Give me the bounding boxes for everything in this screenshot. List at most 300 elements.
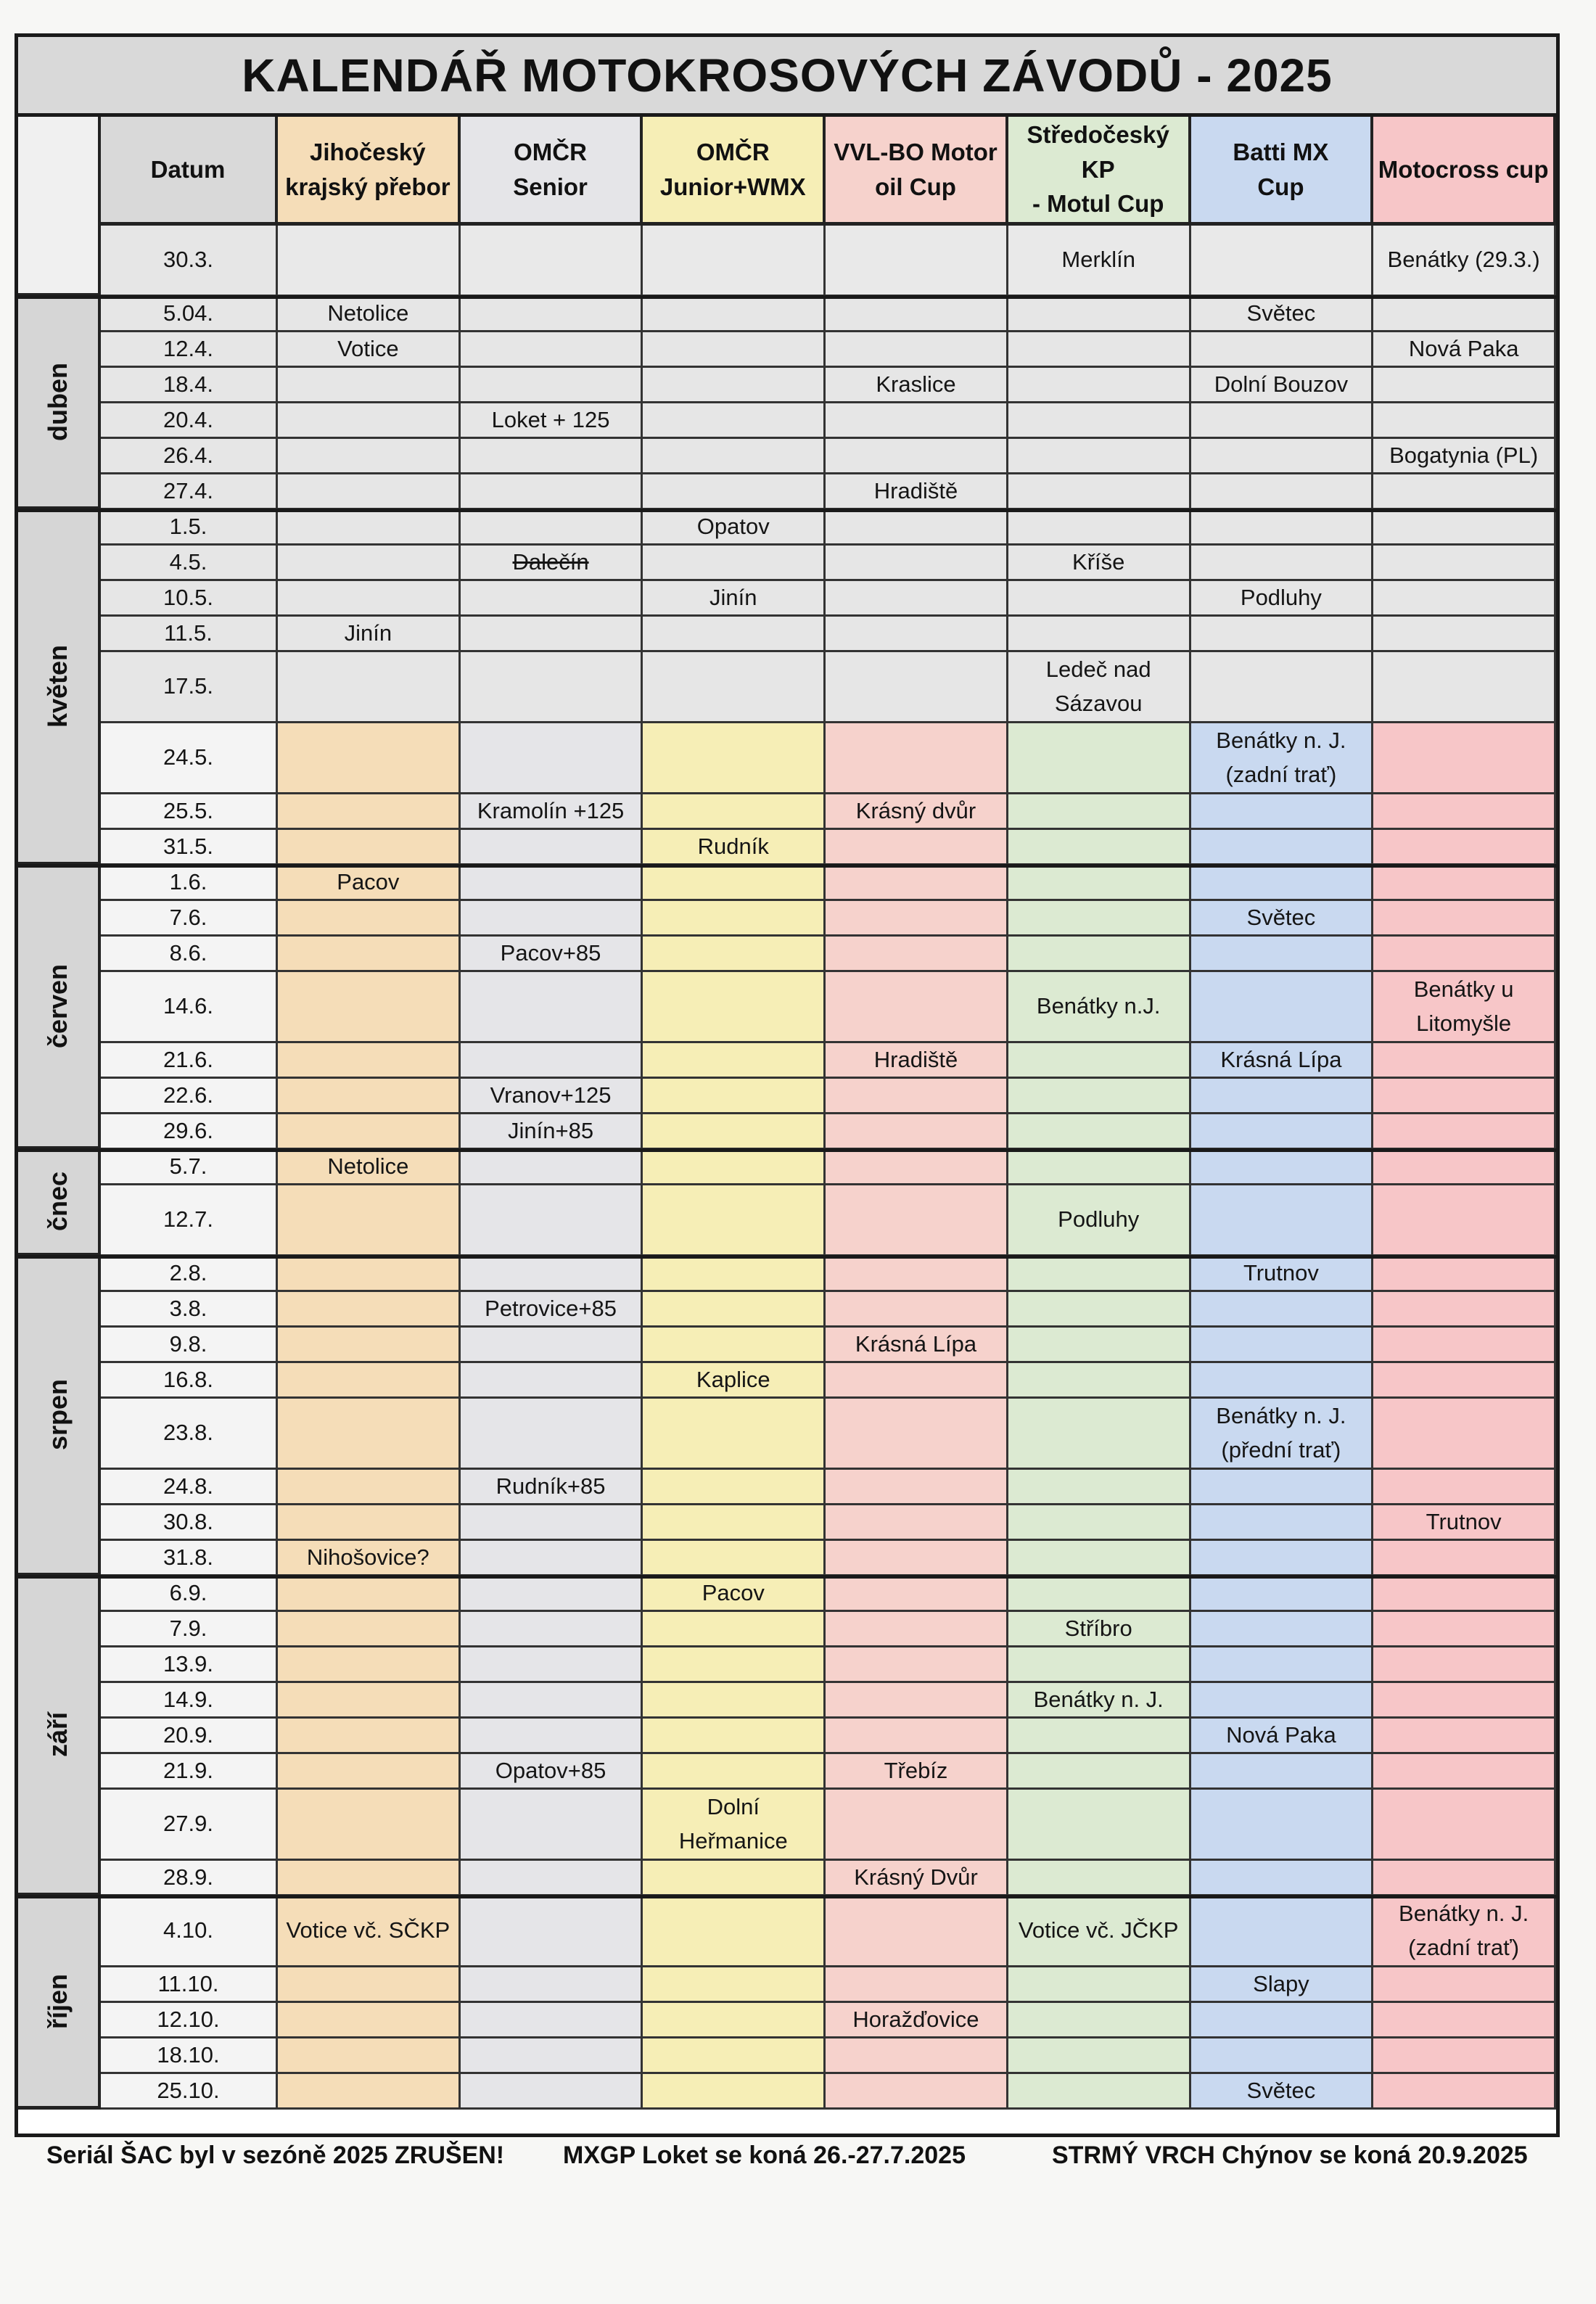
event-cell-sc: [1008, 830, 1191, 865]
event-cell-sc: [1008, 937, 1191, 972]
event-cell-oj: [643, 617, 826, 652]
month-label-říjen: [18, 1896, 101, 2110]
event-cell-oj: [643, 1967, 826, 2003]
event-cell-sc: [1008, 1470, 1191, 1505]
event-cell-sc: [1008, 1363, 1191, 1399]
event-cell-vvl: [826, 1114, 1008, 1150]
event-cell-bt: [1191, 1505, 1374, 1541]
event-cell-os: [461, 1790, 643, 1861]
event-cell-oj: [643, 1292, 826, 1328]
month-text: srpen: [42, 1378, 73, 1451]
event-cell-bt: [1191, 1683, 1374, 1719]
event-cell-oj: [643, 1150, 826, 1185]
event-cell-oj: [643, 332, 826, 368]
event-cell-sc: Ledeč nad Sázavou: [1008, 652, 1191, 723]
event-cell-sc: Kříše: [1008, 546, 1191, 581]
event-cell-jc: [278, 439, 461, 474]
event-cell-vvl: [826, 297, 1008, 332]
month-separator: [18, 864, 1556, 868]
event-cell-bt: [1191, 332, 1374, 368]
event-cell-jc: [278, 1861, 461, 1896]
event-cell-os: Rudník+85: [461, 1470, 643, 1505]
event-cell-oj: [643, 901, 826, 937]
date-cell: 1.5.: [101, 510, 278, 546]
month-label-srpen: [18, 1256, 101, 1576]
event-cell-bt: [1191, 1861, 1374, 1896]
event-cell-oj: [643, 794, 826, 830]
event-cell-bt: Benátky n. J. (zadní trať): [1191, 723, 1374, 794]
event-cell-jc: [278, 1256, 461, 1292]
event-cell-os: [461, 865, 643, 901]
date-cell: 31.8.: [101, 1541, 278, 1576]
event-cell-jc: [278, 474, 461, 510]
event-cell-vvl: [826, 652, 1008, 723]
event-cell-vvl: [826, 1079, 1008, 1114]
event-cell-os: [461, 1328, 643, 1363]
event-cell-mc: Bogatynia (PL): [1373, 439, 1556, 474]
event-cell-sc: [1008, 1754, 1191, 1790]
event-cell-mc: [1373, 794, 1556, 830]
event-cell-vvl: [826, 1185, 1008, 1256]
event-cell-bt: [1191, 2038, 1374, 2074]
event-cell-bt: [1191, 1292, 1374, 1328]
event-cell-os: [461, 1967, 643, 2003]
month-separator: [18, 1895, 1556, 1898]
column-header-sc: Středočeský KP - Motul Cup: [1008, 117, 1191, 226]
event-cell-jc: [278, 1079, 461, 1114]
event-cell-sc: Benátky n.J.: [1008, 972, 1191, 1043]
event-cell-oj: [643, 972, 826, 1043]
date-cell: 17.5.: [101, 652, 278, 723]
event-cell-oj: [643, 226, 826, 297]
event-cell-os: [461, 510, 643, 546]
event-cell-oj: [643, 1043, 826, 1079]
date-cell: 20.9.: [101, 1719, 278, 1754]
event-cell-os: [461, 972, 643, 1043]
event-cell-vvl: [826, 617, 1008, 652]
event-cell-bt: [1191, 617, 1374, 652]
event-cell-sc: [1008, 2038, 1191, 2074]
event-cell-vvl: [826, 1896, 1008, 1967]
event-cell-mc: [1373, 1256, 1556, 1292]
event-cell-vvl: [826, 1683, 1008, 1719]
event-cell-os: [461, 1150, 643, 1185]
event-cell-oj: Jinín: [643, 581, 826, 617]
event-cell-oj: [643, 368, 826, 403]
event-cell-sc: [1008, 1790, 1191, 1861]
event-cell-jc: [278, 1185, 461, 1256]
event-cell-oj: [643, 1683, 826, 1719]
event-cell-jc: [278, 794, 461, 830]
event-cell-bt: [1191, 2003, 1374, 2038]
event-cell-mc: Benátky n. J. (zadní trať): [1373, 1896, 1556, 1967]
event-cell-vvl: [826, 830, 1008, 865]
event-cell-bt: Světec: [1191, 2074, 1374, 2110]
event-cell-oj: [643, 1399, 826, 1470]
event-cell-vvl: [826, 1967, 1008, 2003]
date-cell: 25.10.: [101, 2074, 278, 2110]
event-cell-os: Vranov+125: [461, 1079, 643, 1114]
event-cell-vvl: Krásný dvůr: [826, 794, 1008, 830]
event-cell-sc: [1008, 403, 1191, 439]
event-cell-jc: [278, 1967, 461, 2003]
date-cell: 9.8.: [101, 1328, 278, 1363]
event-cell-oj: [643, 1861, 826, 1896]
event-cell-sc: [1008, 1967, 1191, 2003]
month-separator: [18, 1575, 1556, 1579]
event-cell-oj: [643, 2074, 826, 2110]
event-cell-mc: [1373, 2074, 1556, 2110]
date-cell: 5.04.: [101, 297, 278, 332]
month-text: květen: [43, 644, 73, 728]
event-cell-oj: Kaplice: [643, 1363, 826, 1399]
event-cell-os: [461, 1647, 643, 1683]
month-text: červen: [43, 963, 73, 1048]
event-cell-mc: [1373, 865, 1556, 901]
event-cell-os: [461, 1719, 643, 1754]
event-cell-jc: [278, 1328, 461, 1363]
event-cell-bt: [1191, 865, 1374, 901]
event-cell-bt: [1191, 226, 1374, 297]
date-cell: 12.4.: [101, 332, 278, 368]
event-cell-vvl: [826, 439, 1008, 474]
event-cell-vvl: Krásný Dvůr: [826, 1861, 1008, 1896]
date-cell: 18.10.: [101, 2038, 278, 2074]
event-cell-vvl: [826, 2074, 1008, 2110]
event-cell-sc: [1008, 439, 1191, 474]
event-cell-vvl: [826, 1256, 1008, 1292]
event-cell-mc: [1373, 1292, 1556, 1328]
date-cell: 23.8.: [101, 1399, 278, 1470]
event-cell-bt: [1191, 1576, 1374, 1612]
event-cell-os: [461, 652, 643, 723]
event-cell-os: [461, 368, 643, 403]
event-cell-jc: [278, 830, 461, 865]
column-header-os: OMČR Senior: [461, 117, 643, 226]
event-cell-sc: [1008, 1861, 1191, 1896]
event-cell-sc: [1008, 1399, 1191, 1470]
event-cell-os: [461, 332, 643, 368]
event-cell-bt: [1191, 474, 1374, 510]
event-cell-oj: [643, 1256, 826, 1292]
event-cell-oj: [643, 1079, 826, 1114]
event-cell-oj: Opatov: [643, 510, 826, 546]
event-cell-vvl: [826, 937, 1008, 972]
event-cell-sc: [1008, 332, 1191, 368]
event-cell-vvl: Horažďovice: [826, 2003, 1008, 2038]
event-cell-bt: [1191, 1150, 1374, 1185]
event-cell-vvl: [826, 403, 1008, 439]
event-cell-bt: [1191, 1328, 1374, 1363]
event-cell-jc: [278, 226, 461, 297]
month-separator: [18, 295, 1556, 299]
event-cell-os: [461, 1505, 643, 1541]
event-cell-bt: [1191, 546, 1374, 581]
event-cell-mc: [1373, 1399, 1556, 1470]
event-cell-oj: [643, 1505, 826, 1541]
event-cell-oj: [643, 1719, 826, 1754]
date-cell: 12.7.: [101, 1185, 278, 1256]
event-cell-bt: [1191, 1114, 1374, 1150]
event-cell-jc: [278, 1576, 461, 1612]
event-cell-os: [461, 617, 643, 652]
footer-note-sac: Seriál ŠAC byl v sezóně 2025 ZRUŠEN!: [46, 2142, 505, 2169]
event-cell-mc: [1373, 937, 1556, 972]
event-cell-sc: [1008, 794, 1191, 830]
event-cell-oj: [643, 297, 826, 332]
event-cell-bt: [1191, 1363, 1374, 1399]
event-cell-jc: [278, 937, 461, 972]
event-cell-sc: [1008, 368, 1191, 403]
event-cell-vvl: [826, 1790, 1008, 1861]
date-cell: 1.6.: [101, 865, 278, 901]
month-text: čnec: [43, 1171, 73, 1232]
event-cell-vvl: [826, 1541, 1008, 1576]
event-cell-mc: [1373, 368, 1556, 403]
event-cell-vvl: Třebíz: [826, 1754, 1008, 1790]
date-cell: 30.8.: [101, 1505, 278, 1541]
date-cell: 21.9.: [101, 1754, 278, 1790]
date-cell: 21.6.: [101, 1043, 278, 1079]
footer-note-chynov: STRMÝ VRCH Chýnov se koná 20.9.2025: [1052, 2142, 1528, 2169]
event-cell-mc: [1373, 1576, 1556, 1612]
event-cell-sc: [1008, 1114, 1191, 1150]
event-cell-jc: [278, 1470, 461, 1505]
event-cell-jc: [278, 1719, 461, 1754]
event-cell-vvl: [826, 1292, 1008, 1328]
event-cell-mc: [1373, 297, 1556, 332]
event-cell-jc: [278, 546, 461, 581]
event-cell-jc: [278, 510, 461, 546]
event-cell-bt: [1191, 403, 1374, 439]
event-cell-vvl: [826, 1150, 1008, 1185]
date-cell: 29.6.: [101, 1114, 278, 1150]
event-cell-bt: [1191, 794, 1374, 830]
event-cell-os: [461, 1363, 643, 1399]
event-cell-mc: [1373, 2038, 1556, 2074]
event-cell-os: Dalečín: [461, 546, 643, 581]
event-cell-sc: [1008, 723, 1191, 794]
event-cell-jc: Pacov: [278, 865, 461, 901]
event-cell-os: [461, 581, 643, 617]
event-cell-bt: [1191, 439, 1374, 474]
date-cell: 28.9.: [101, 1861, 278, 1896]
event-cell-sc: Benátky n. J.: [1008, 1683, 1191, 1719]
event-cell-os: [461, 1256, 643, 1292]
event-cell-bt: [1191, 972, 1374, 1043]
event-cell-mc: [1373, 403, 1556, 439]
month-label-září: [18, 1576, 101, 1896]
event-cell-jc: Votice: [278, 332, 461, 368]
event-cell-jc: [278, 1363, 461, 1399]
event-cell-oj: [643, 474, 826, 510]
event-cell-mc: [1373, 1683, 1556, 1719]
date-cell: 3.8.: [101, 1292, 278, 1328]
event-cell-bt: [1191, 830, 1374, 865]
event-cell-mc: [1373, 546, 1556, 581]
event-cell-os: Jinín+85: [461, 1114, 643, 1150]
event-cell-os: [461, 2038, 643, 2074]
event-cell-sc: [1008, 865, 1191, 901]
event-cell-sc: [1008, 1256, 1191, 1292]
column-header-date: Datum: [101, 117, 278, 226]
date-cell: 4.5.: [101, 546, 278, 581]
date-cell: 5.7.: [101, 1150, 278, 1185]
event-cell-mc: [1373, 1079, 1556, 1114]
date-cell: 7.6.: [101, 901, 278, 937]
event-cell-mc: [1373, 1612, 1556, 1647]
date-cell: 31.5.: [101, 830, 278, 865]
event-cell-sc: [1008, 901, 1191, 937]
event-cell-bt: Světec: [1191, 297, 1374, 332]
event-cell-bt: Nová Paka: [1191, 1719, 1374, 1754]
date-cell: 27.4.: [101, 474, 278, 510]
event-cell-jc: [278, 901, 461, 937]
date-cell: 16.8.: [101, 1363, 278, 1399]
event-cell-oj: Rudník: [643, 830, 826, 865]
month-separator: [18, 1255, 1556, 1259]
event-cell-mc: [1373, 1719, 1556, 1754]
event-cell-bt: [1191, 510, 1374, 546]
event-cell-mc: [1373, 1328, 1556, 1363]
event-cell-os: [461, 2003, 643, 2038]
date-cell: 24.5.: [101, 723, 278, 794]
event-cell-sc: [1008, 1292, 1191, 1328]
month-label-červen: [18, 865, 101, 1150]
event-cell-vvl: [826, 1612, 1008, 1647]
event-cell-sc: Podluhy: [1008, 1185, 1191, 1256]
event-cell-jc: [278, 723, 461, 794]
event-cell-os: [461, 439, 643, 474]
event-cell-sc: [1008, 2003, 1191, 2038]
date-cell: 24.8.: [101, 1470, 278, 1505]
event-cell-sc: [1008, 1647, 1191, 1683]
event-cell-oj: Pacov: [643, 1576, 826, 1612]
event-cell-os: [461, 1861, 643, 1896]
event-cell-oj: [643, 865, 826, 901]
event-cell-os: [461, 1896, 643, 1967]
event-cell-sc: [1008, 581, 1191, 617]
event-cell-os: [461, 1612, 643, 1647]
event-cell-os: Kramolín +125: [461, 794, 643, 830]
event-cell-os: [461, 830, 643, 865]
event-cell-mc: [1373, 1185, 1556, 1256]
event-cell-mc: [1373, 1043, 1556, 1079]
event-cell-os: [461, 723, 643, 794]
event-cell-oj: [643, 1754, 826, 1790]
event-cell-os: Pacov+85: [461, 937, 643, 972]
event-cell-sc: [1008, 1043, 1191, 1079]
event-cell-os: Loket + 125: [461, 403, 643, 439]
event-cell-vvl: [826, 1470, 1008, 1505]
event-cell-oj: [643, 439, 826, 474]
event-cell-bt: [1191, 652, 1374, 723]
event-cell-sc: [1008, 2074, 1191, 2110]
event-cell-mc: Benátky (29.3.): [1373, 226, 1556, 297]
event-cell-oj: [643, 1896, 826, 1967]
event-cell-jc: [278, 1292, 461, 1328]
event-cell-vvl: [826, 510, 1008, 546]
event-cell-bt: [1191, 1079, 1374, 1114]
page-title: KALENDÁŘ MOTOKROSOVÝCH ZÁVODŮ - 2025: [18, 37, 1556, 117]
event-cell-mc: [1373, 581, 1556, 617]
event-cell-os: [461, 1576, 643, 1612]
event-cell-os: [461, 1399, 643, 1470]
event-cell-jc: Netolice: [278, 297, 461, 332]
event-cell-oj: [643, 1114, 826, 1150]
event-cell-oj: [643, 652, 826, 723]
event-cell-mc: [1373, 2003, 1556, 2038]
event-cell-sc: [1008, 1505, 1191, 1541]
event-cell-jc: [278, 1754, 461, 1790]
event-cell-bt: Trutnov: [1191, 1256, 1374, 1292]
event-cell-jc: [278, 2074, 461, 2110]
date-cell: 11.5.: [101, 617, 278, 652]
event-cell-jc: [278, 1683, 461, 1719]
event-cell-jc: [278, 972, 461, 1043]
event-cell-mc: Nová Paka: [1373, 332, 1556, 368]
event-cell-bt: [1191, 1754, 1374, 1790]
event-cell-os: [461, 1185, 643, 1256]
event-cell-mc: [1373, 1861, 1556, 1896]
column-header-mc: Motocross cup: [1373, 117, 1556, 226]
event-cell-mc: [1373, 474, 1556, 510]
event-cell-sc: [1008, 617, 1191, 652]
event-cell-bt: [1191, 1612, 1374, 1647]
date-cell: 4.10.: [101, 1896, 278, 1967]
event-cell-os: [461, 474, 643, 510]
event-cell-bt: Podluhy: [1191, 581, 1374, 617]
event-cell-vvl: [826, 1576, 1008, 1612]
event-cell-bt: [1191, 1185, 1374, 1256]
event-cell-jc: [278, 581, 461, 617]
event-cell-jc: [278, 368, 461, 403]
month-label-duben: [18, 297, 101, 510]
event-cell-mc: Benátky u Litomyšle: [1373, 972, 1556, 1043]
event-cell-mc: Trutnov: [1373, 1505, 1556, 1541]
date-cell: 6.9.: [101, 1576, 278, 1612]
date-cell: 18.4.: [101, 368, 278, 403]
event-cell-sc: [1008, 1576, 1191, 1612]
event-cell-oj: [643, 2038, 826, 2074]
event-cell-jc: Jinín: [278, 617, 461, 652]
event-cell-os: Petrovice+85: [461, 1292, 643, 1328]
event-cell-jc: [278, 2038, 461, 2074]
event-cell-vvl: [826, 1719, 1008, 1754]
event-cell-jc: [278, 1647, 461, 1683]
event-cell-oj: [643, 2003, 826, 2038]
event-cell-sc: [1008, 297, 1191, 332]
calendar-table: [15, 33, 1560, 2137]
event-cell-mc: [1373, 1541, 1556, 1576]
event-cell-mc: [1373, 617, 1556, 652]
footer-notes: [44, 2142, 1552, 2185]
event-cell-mc: [1373, 1647, 1556, 1683]
event-cell-vvl: [826, 1399, 1008, 1470]
month-text: říjen: [43, 1973, 73, 2029]
event-cell-jc: [278, 1399, 461, 1470]
date-cell: 12.10.: [101, 2003, 278, 2038]
event-cell-mc: [1373, 901, 1556, 937]
column-header-oj: OMČR Junior+WMX: [643, 117, 826, 226]
date-cell: 20.4.: [101, 403, 278, 439]
calendar-grid: [18, 37, 1556, 2134]
event-cell-jc: Netolice: [278, 1150, 461, 1185]
date-cell: 8.6.: [101, 937, 278, 972]
event-cell-vvl: [826, 865, 1008, 901]
event-cell-sc: [1008, 1541, 1191, 1576]
event-cell-sc: [1008, 1079, 1191, 1114]
